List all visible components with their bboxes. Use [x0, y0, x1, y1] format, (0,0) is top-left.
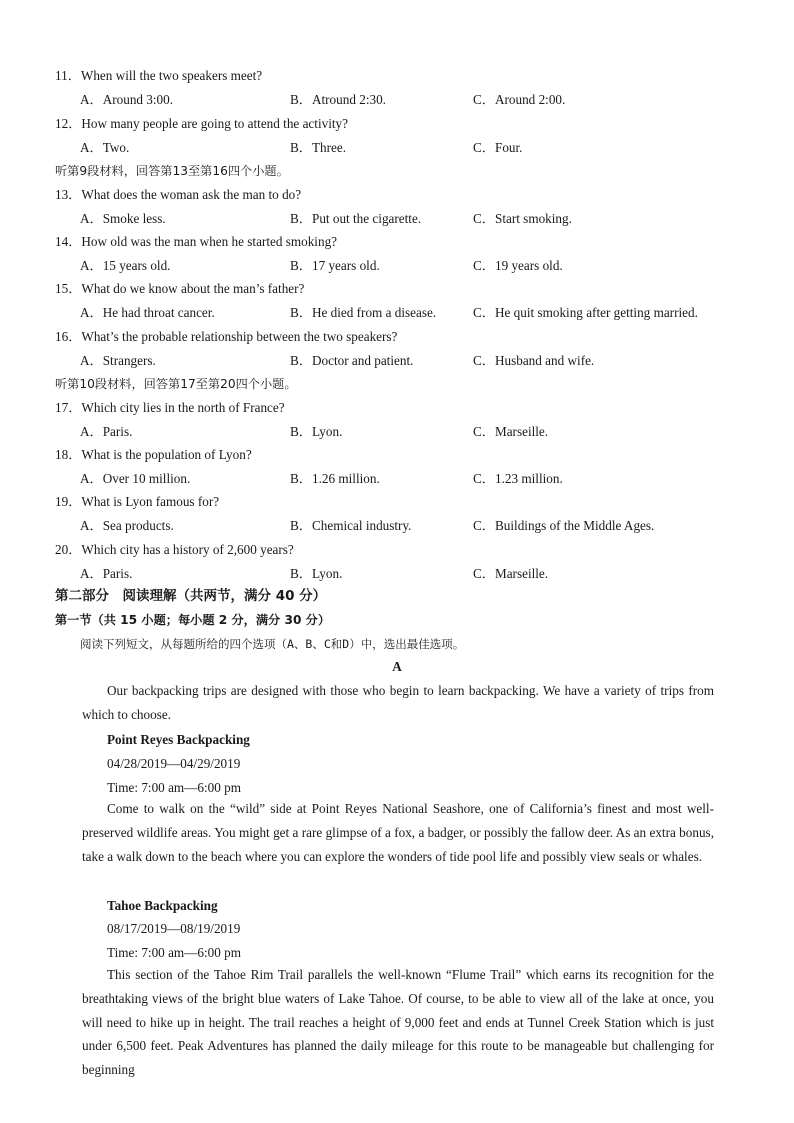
q17-option-b: B．Lyon.: [290, 424, 343, 439]
passage-intro: [82, 679, 714, 727]
question-14: 14．How old was the man when he started smoking?: [55, 234, 338, 249]
part2-heading: 第二部分 阅读理解（共两节，满分 40 分）: [55, 588, 327, 604]
q14-option-b: B．17 years old.: [290, 258, 380, 273]
q16-option-a: A．Strangers.: [80, 353, 156, 368]
trip2-time: Time: 7:00 am—6:00 pm: [107, 945, 241, 960]
q14-option-c: C．19 years old.: [473, 258, 563, 273]
trip1-description: [82, 797, 714, 868]
q20-option-b: B．Lyon.: [290, 566, 343, 581]
trip2-title: Tahoe Backpacking: [107, 898, 218, 913]
q20-option-a: A．Paris.: [80, 566, 133, 581]
listening-instruction-10: 听第10段材料，回答第17至第20四个小题。: [55, 377, 297, 391]
question-19: 19．What is Lyon famous for?: [55, 494, 220, 509]
q18-option-b: B．1.26 million.: [290, 471, 380, 486]
listening-instruction-9: 听第9段材料，回答第13至第16四个小题。: [55, 164, 289, 178]
q17-option-a: A．Paris.: [80, 424, 133, 439]
trip1-desc-text: Come to walk on the “wild” side at Point Reyes National Seashore, one of California’s finest and most well-preserved wildlife areas. You might get a rare glimpse of a fox, a badger, or possibly the fallow deer. As an extra bonus, take a walk down to the beach where you can explore the wonders of tide pool life and possibly view seals or whales.: [82, 801, 714, 864]
reading-instruction: 阅读下列短文，从每题所给的四个选项（A、B、C和D）中，选出最佳选项。: [80, 637, 465, 651]
trip2-dates: 08/17/2019—08/19/2019: [107, 921, 241, 936]
q13-option-b: B．Put out the cigarette.: [290, 211, 422, 226]
q20-option-c: C．Marseille.: [473, 566, 549, 581]
trip1-dates: 04/28/2019—04/29/2019: [107, 756, 241, 771]
q19-option-b: B．Chemical industry.: [290, 518, 412, 533]
q11-option-c: C．Around 2:00.: [473, 92, 566, 107]
trip2-description: [82, 963, 714, 1082]
q18-option-c: C．1.23 million.: [473, 471, 563, 486]
q11-option-a: A．Around 3:00.: [80, 92, 174, 107]
q13-option-a: A．Smoke less.: [80, 211, 166, 226]
question-11: 11．When will the two speakers meet?: [55, 68, 263, 83]
q17-option-c: C．Marseille.: [473, 424, 549, 439]
question-20: 20．Which city has a history of 2,600 years?: [55, 542, 294, 557]
trip1-title: Point Reyes Backpacking: [107, 732, 250, 747]
q13-option-c: C．Start smoking.: [473, 211, 572, 226]
question-17: 17．Which city lies in the north of France?: [55, 400, 285, 415]
q11-option-b: B．Atround 2:30.: [290, 92, 386, 107]
question-16: 16．What’s the probable relationship between the two speakers?: [55, 329, 398, 344]
passage-label: A: [392, 659, 402, 674]
q15-option-a: A．He had throat cancer.: [80, 305, 215, 320]
q16-option-c: C．Husband and wife.: [473, 353, 595, 368]
q12-option-b: B．Three.: [290, 140, 347, 155]
q19-option-c: C．Buildings of the Middle Ages.: [473, 518, 655, 533]
question-13: 13．What does the woman ask the man to do?: [55, 187, 302, 202]
q14-option-a: A．15 years old.: [80, 258, 171, 273]
q19-option-a: A．Sea products.: [80, 518, 174, 533]
question-18: 18．What is the population of Lyon?: [55, 447, 252, 462]
intro-text: Our backpacking trips are designed with those who begin to learn backpacking. We have a variety of trips from which to choose.: [82, 683, 714, 722]
q18-option-a: A．Over 10 million.: [80, 471, 191, 486]
q15-option-b: B．He died from a disease.: [290, 305, 437, 320]
trip1-time: Time: 7:00 am—6:00 pm: [107, 780, 241, 795]
q12-option-a: A．Two.: [80, 140, 130, 155]
q12-option-c: C．Four.: [473, 140, 523, 155]
trip2-desc-text: This section of the Tahoe Rim Trail parallels the well-known “Flume Trail” which earns its recognition for the breathtaking views of the bright blue waters of Lake Tahoe. Of course, to be able to view all of the lake at once, you will need to hike up in height. The trail reaches a height of 9,000 feet and ends at Tunnel Creek Station which is just under 6,500 feet. Peak Adventures has planned the daily mileage for this route to be manageable but challenging for beginning: [82, 967, 714, 1078]
section1-heading: 第一节（共 15 小题；每小题 2 分，满分 30 分）: [55, 613, 331, 627]
question-12: 12．How many people are going to attend the activity?: [55, 116, 348, 131]
q15-option-c: C．He quit smoking after getting married.: [473, 305, 698, 320]
question-15: 15．What do we know about the man’s father?: [55, 281, 305, 296]
q16-option-b: B．Doctor and patient.: [290, 353, 414, 368]
